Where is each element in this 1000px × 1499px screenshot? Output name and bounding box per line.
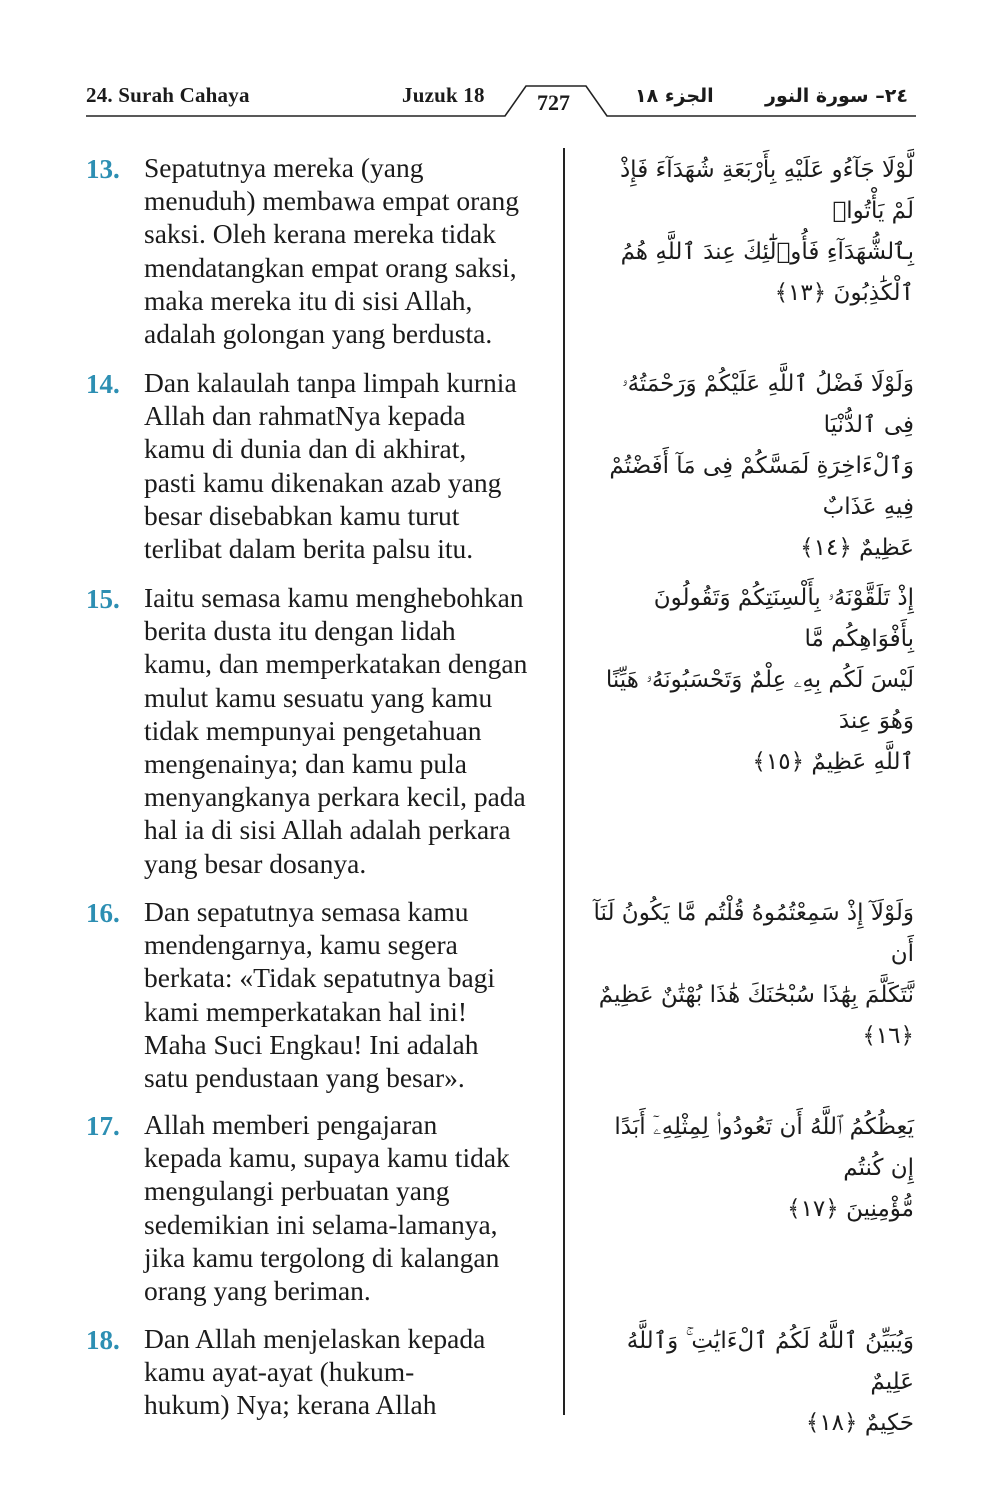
verse-number: 16.	[86, 898, 120, 928]
verse-arabic: وَلَوْلَا فَضْلُ ٱللَّهِ عَلَيْكُمْ وَرَحْمَتُهُۥ فِى ٱلدُّنْيَا وَٱلْءَاخِرَةِ لَمَسَّكُمْ فِى مَآ أَفَضْتُمْ فِيهِ عَذَابٌ عَظِيمٌ ﴿١٤﴾	[609, 371, 914, 561]
verse-number: 17.	[86, 1111, 120, 1141]
header-rule	[0, 0, 1000, 130]
page-number: 727	[537, 90, 570, 115]
verse-arabic: وَلَوْلَآ إِذْ سَمِعْتُمُوهُ قُلْتُم مَّا يَكُونُ لَنَآ أَن نَّتَكَلَّمَ بِهَٰذَا سُبْحَٰنَكَ هَٰذَا بُهْتَٰنٌ عَظِيمٌ ﴿١٦﴾	[593, 900, 914, 1049]
verse-number: 15.	[86, 584, 120, 614]
surah-title: 24. Surah Cahaya	[86, 83, 250, 107]
verse-arabic: لَّوْلَا جَآءُو عَلَيْهِ بِأَرْبَعَةِ شُهَدَآءَ فَإِذْ لَمْ يَأْتُوا۟ بِٱلشُّهَدَآءِ فَأُو۟لَٰٓئِكَ عِندَ ٱللَّهِ هُمُ ٱلْكَٰذِبُونَ ﴿١٣﴾	[619, 157, 914, 306]
verse-translation: Allah memberi pengajaran kepada kamu, supaya kamu tidak mengulangi perbuatan yang sedemikian ini selama-lamanya, jika kamu tergolong di kalangan orang yang beriman.	[144, 1109, 510, 1307]
verse-number: 14.	[86, 369, 120, 399]
verse-arabic: وَيُبَيِّنُ ٱللَّهُ لَكُمُ ٱلْءَايَٰتِ ۚ وَٱللَّهُ عَلِيمٌ حَكِيمٌ ﴿١٨﴾	[626, 1328, 914, 1436]
arabic-surah-title: ٢٤– سورة النور	[765, 85, 908, 107]
column-divider	[563, 148, 565, 1415]
verse-translation: Dan kalaulah tanpa limpah kurnia Allah dan rahmatNya kepada kamu di dunia dan di akhirat, pasti kamu dikenakan azab yang besar disebabkan kamu turut terlibat dalam berita palsu itu.	[144, 367, 517, 565]
arabic-juz-label: الجزء ١٨	[635, 85, 714, 107]
verse-translation: Dan Allah menjelaskan kepada kamu ayat-ayat (hukum- hukum) Nya; kerana Allah	[144, 1323, 486, 1421]
juzuk-label: Juzuk 18	[402, 83, 485, 107]
verse-number: 13.	[86, 154, 120, 184]
verse-arabic: إِذْ تَلَقَّوْنَهُۥ بِأَلْسِنَتِكُمْ وَتَقُولُونَ بِأَفْوَاهِكُم مَّا لَيْسَ لَكُم بِهِۦ عِلْمٌ وَتَحْسَبُونَهُۥ هَيِّنًا وَهُوَ عِندَ ٱللَّهِ عَظِيمٌ ﴿١٥﴾	[605, 585, 914, 775]
verse-number: 18.	[86, 1325, 120, 1355]
verse-arabic: يَعِظُكُمُ ٱللَّهُ أَن تَعُودُوا۟ لِمِثْلِهِۦٓ أَبَدًا إِن كُنتُم مُّؤْمِنِينَ ﴿١٧﴾	[614, 1114, 914, 1222]
verse-translation: Iaitu semasa kamu menghebohkan berita dusta itu dengan lidah kamu, dan memperkatakan dengan mulut kamu sesuatu yang kamu tidak mempunyai pengetahuan mengenainya; dan kamu pula menyangkanya perkara kecil, pada hal ia di sisi Allah adalah perkara yang besar dosanya.	[144, 582, 528, 879]
verse-translation: Sepatutnya mereka (yang menuduh) membawa empat orang saksi. Oleh kerana mereka tidak mendatangkan empat orang saksi, maka mereka itu di sisi Allah, adalah golongan yang berdusta.	[144, 152, 519, 350]
verse-translation: Dan sepatutnya semasa kamu mendengarnya, kamu segera berkata: «Tidak sepatutnya bagi kami memperkatakan hal ini! Maha Suci Engkau! Ini adalah satu pendustaan yang besar».	[144, 896, 496, 1094]
page-header	[0, 0, 1000, 130]
